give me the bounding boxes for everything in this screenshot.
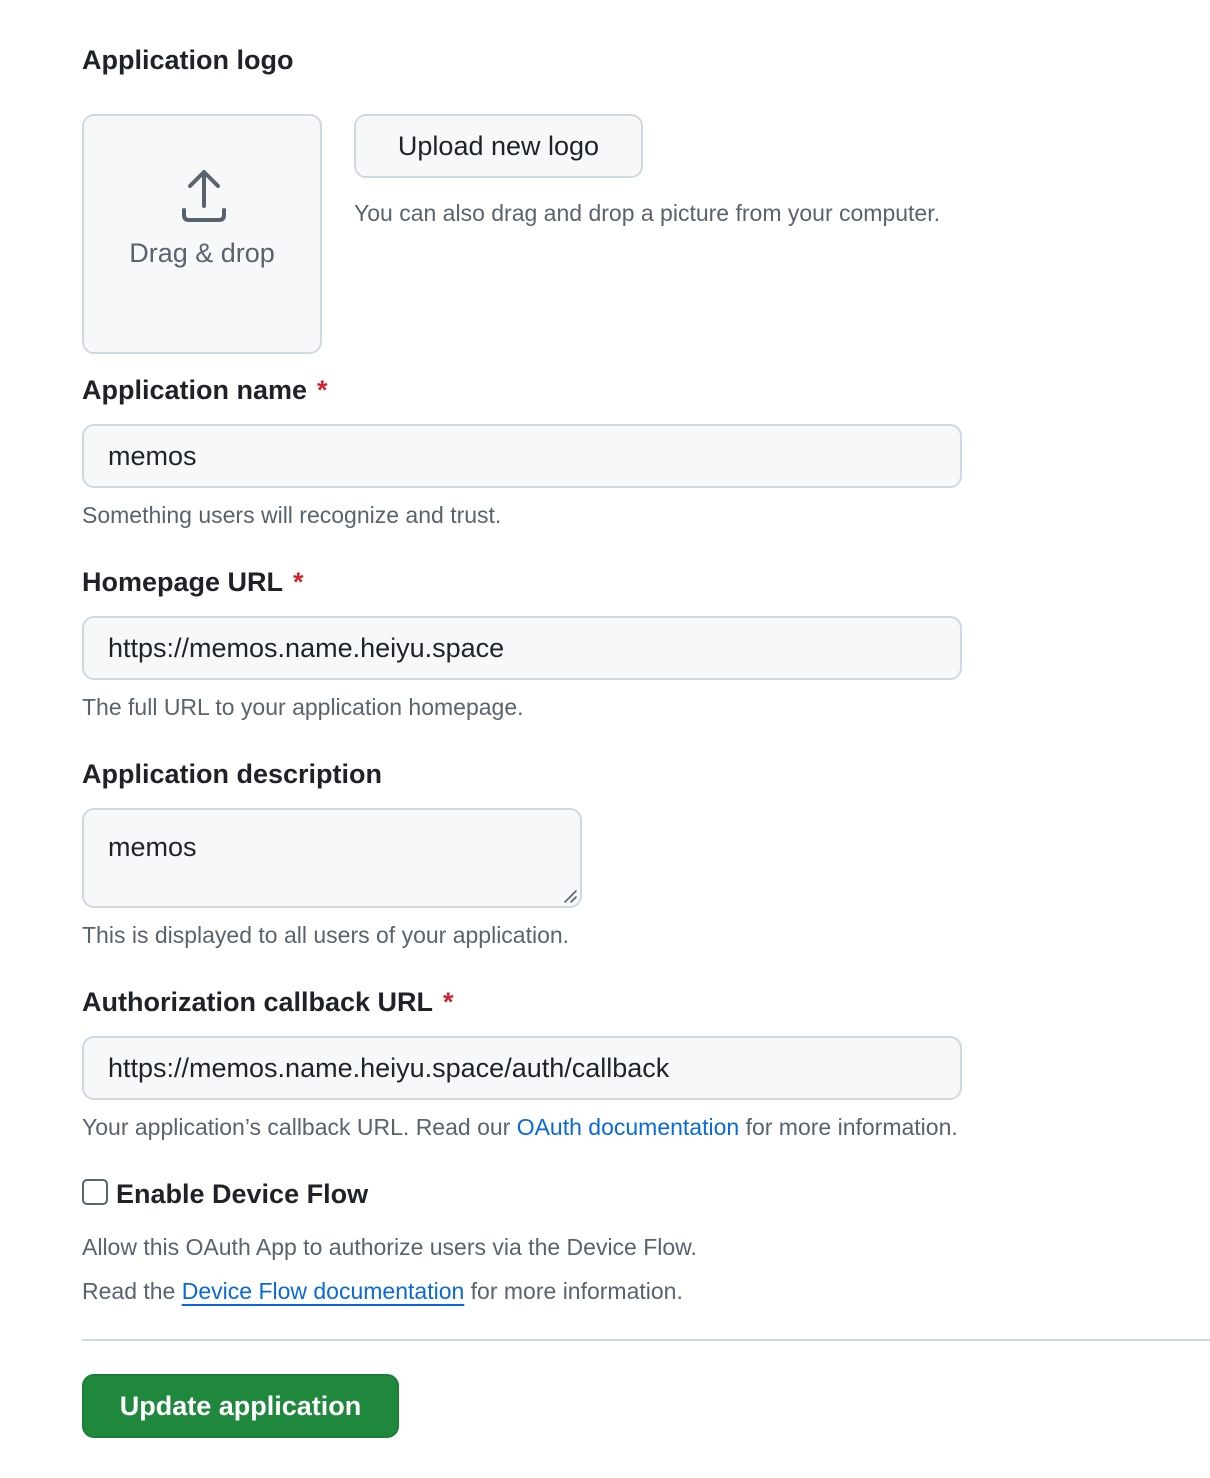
resize-handle-icon[interactable] — [562, 888, 578, 904]
logo-drop-zone[interactable] — [82, 114, 322, 354]
homepage-url-input[interactable] — [82, 616, 962, 680]
callback-url-label-text: Authorization callback URL — [82, 987, 434, 1017]
update-application-button[interactable]: Update application — [82, 1374, 399, 1438]
enable-device-flow-label[interactable]: Enable Device Flow — [116, 1179, 369, 1209]
required-mark: * — [293, 567, 304, 597]
enable-device-flow-checkbox[interactable] — [82, 1179, 108, 1205]
application-name-input[interactable] — [82, 424, 962, 488]
homepage-url-label-text: Homepage URL — [82, 567, 284, 597]
device-flow-doc-note — [82, 1278, 683, 1305]
device-flow-doc-suffix: for more information. — [464, 1278, 683, 1304]
application-name-note: Something users will recognize and trust. — [82, 502, 502, 528]
application-name-label — [82, 375, 328, 406]
required-mark: * — [443, 987, 454, 1017]
homepage-url-label — [82, 567, 304, 598]
callback-url-note — [82, 1114, 958, 1141]
oauth-documentation-link[interactable]: OAuth documentation — [516, 1114, 740, 1140]
application-description-note: This is displayed to all users of your application. — [82, 922, 570, 948]
application-description-label: Application description — [82, 759, 383, 789]
device-flow-documentation-link[interactable]: Device Flow documentation — [181, 1278, 465, 1304]
callback-note-text: Your application’s callback URL. Read our — [82, 1114, 517, 1140]
application-description-textarea[interactable] — [82, 808, 582, 908]
callback-url-input[interactable] — [82, 1036, 962, 1100]
device-flow-doc-prefix: Read the — [82, 1278, 182, 1304]
callback-note-suffix: for more information. — [739, 1114, 958, 1140]
callback-url-label — [82, 987, 454, 1018]
drag-drop-text: Drag & drop — [129, 238, 275, 268]
logo-drag-hint: You can also drag and drop a picture from your computer. — [354, 200, 940, 226]
homepage-url-note: The full URL to your application homepage. — [82, 694, 524, 720]
upload-new-logo-button[interactable]: Upload new logo — [354, 114, 643, 178]
logo-section-label: Application logo — [82, 45, 294, 75]
application-name-label-text: Application name — [82, 375, 308, 405]
upload-icon — [180, 168, 228, 224]
required-mark: * — [317, 375, 328, 405]
form-divider — [82, 1339, 1210, 1341]
device-flow-note: Allow this OAuth App to authorize users via the Device Flow. — [82, 1234, 697, 1260]
